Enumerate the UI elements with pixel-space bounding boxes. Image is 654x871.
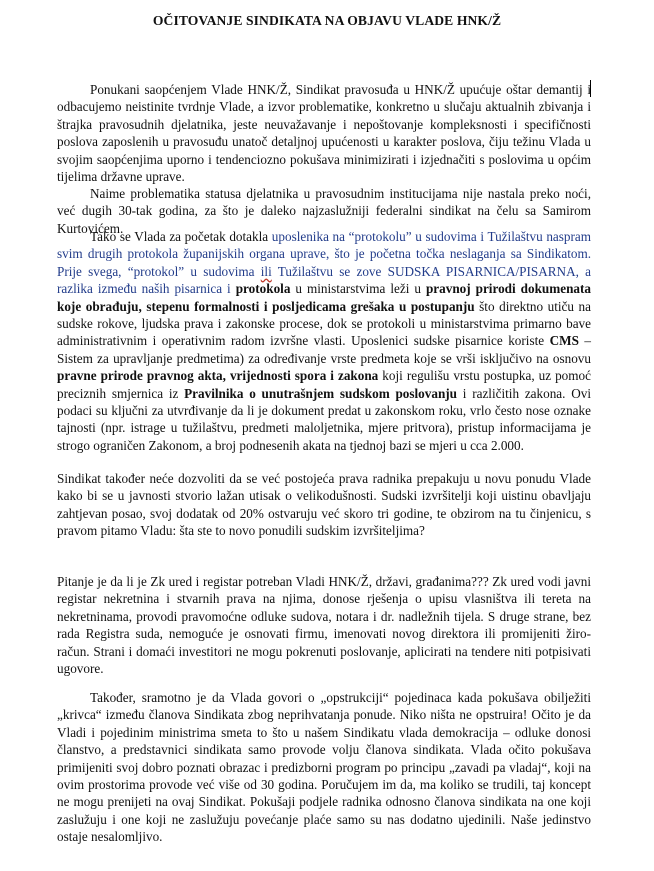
- paragraph-4-container: [57, 470, 591, 540]
- paragraph-3: [57, 228, 591, 454]
- paragraph-3-container: [57, 228, 591, 454]
- p3-s6: u ministarstvima leži u: [290, 281, 426, 297]
- p3-s5: protokola: [235, 281, 291, 297]
- p3-s3: ili: [260, 263, 272, 279]
- p3-s7: pravnoj prirodi dokumenata koje obrađuju, stepenu formalnosti i posljedicama grešaka u postupanju: [57, 281, 591, 314]
- p3-s14: i različitih zakona. Ovi podaci su ključni za utvrđivanje da li je dokument predat u zakonskom roku, vrlo često nose oznake tajnosti (npr. istrage u tužilaštvu, predmeti maloljetnika, mjere pritvora), pristup informacijama je strogo ograničen Zakonom, a broj podnesenih akata na tjednoj bazi se mjeri u cca 2.000.: [57, 385, 591, 453]
- paragraph-6: Također, sramotno je da Vlada govori o „opstrukciji“ pojedinaca kada pokušava obilježiti „krivca“ između članova Sindikata zbog neprihvatanja ponude. Niko ništa ne opstruira! Očito je da Vladi i pojedinim ministrima smeta to što u našem Sindikatu vlada demokracija – odluke donosi članstvo, a predstavnici sindikata samo provode volju članova sindikata. Vlada očito pokušava primijeniti svoj dobro poznati obrazac i predizborni program po principu „zavadi pa vladaj“, koji na ovim prostorima provode već više od 30 godina. Poručujem im da, ma koliko se trudili, taj koncept ne mogu prenijeti na ovaj Sindikat. Pokušaji podjele radnika odnosno članova sindikata na one koji zaslužuju i one koji ne zaslužuju povećanje plaće samo su nas dodatno ujedinili. Naše jedinstvo ostaje nesalomljivo.: [57, 690, 591, 845]
- paragraph-6-container: [57, 689, 591, 846]
- paragraph-5-container: [57, 573, 591, 677]
- paragraph-1: Ponukani saopćenjem Vlade HNK/Ž, Sindikat pravosuđa u HNK/Ž upućuje oštar demantij i odbacujemo neistinite tvrdnje Vlade, a izvor problematike, konkretno u slučaju aktualnih zbivanja i štrajka pravosudnih djelatnika, jeste neuvažavanje i nepoštovanje kompleksnosti i specifičnosti poslova zaposlenih u pravosuđu unatoč detaljnoj upućenosti u karakter poslova, čiju težinu Vlada u svojim saopćenjima uporno i tendenciozno pokušava minimizirati i izjednačiti s poslovima u općim tijelima državne uprave.: [57, 82, 591, 185]
- p3-s1: Tako se Vlada za početak dotakla: [90, 229, 272, 244]
- paragraph-5: Pitanje je da li je Zk ured i registar potreban Vladi HNK/Ž, državi, građanima??? Zk ured vodi javni registar nekretnina i stvarnih prava na njima, donose rješenja o upisu vlasništva ili tereta na nekretninama, provodi pravomoćne odluke sudova, notara i dr. nadležnih tijela. S druge strane, bez rada Registra suda, nemoguće je osnovati firmu, imenovati novog direktora ili promijeniti žiro-račun. Strani i domaći investitori ne mogu pokrenuti poslovanje, aplicirati na tendere niti potpisivati ugovore.: [57, 574, 591, 677]
- p3-s4: Tužilaštvu se zove SUDSKA PISARNICA/PISARNA, a razlika između naših pisarnica i: [57, 263, 592, 297]
- p3-s8: što direktno utiču na sudske rokove, ljudska prava i zakonske procese, dok se protokoli u ministarstvima primarno bave administrativnim i operativnim radom izvršne vlasti. Uposlenici sudske pisarnice koriste: [57, 298, 591, 349]
- paragraph-2: Naime problematika statusa djelatnika u pravosudnim institucijama nije nastala preko noći, već dugih 30-tak godina, za što je daleko najzaslužniji federalni sindikat na čelu sa Samirom Kurtovićem.: [57, 186, 591, 236]
- paragraph-1-container: [57, 81, 591, 185]
- p3-s2: uposlenika na “protokolu” u sudovima i Tužilaštvu naspram svim drugih protokola županijskih organa uprave, što je početna točka neslaganja sa Sindikatom. Prije svega, “protokol” u sudovima: [57, 229, 592, 279]
- document-title: OČITOVANJE SINDIKATA NA OBJAVU VLADE HNK/Ž: [152, 13, 502, 28]
- p3-s9: CMS: [549, 333, 579, 349]
- p3-s10: – Sistem za upravljanje predmetima) za određivanje vrste predmeta koje se vrši isključivo na osnovu: [57, 333, 592, 366]
- p3-s13: Pravilnika o unutrašnjem sudskom poslovanju: [184, 385, 458, 401]
- p3-s12: koji regulišu vrstu postupka, uz pomoć preciznih smjernica iz: [57, 368, 591, 401]
- p3-s11: pravne prirode pravnog akta, vrijednosti spora i zakona: [57, 368, 379, 384]
- paragraph-4: Sindikat također neće dozvoliti da se već postojeća prava radnika prepakuju u novu ponudu Vlade kako bi se u javnosti stvorio lažan utisak o velikodušnosti. Sudski izvršitelji koji uistinu obavljaju zahtjevan posao, svoj dodatak od 20% ostvaruju već skoro tri godine, te obzirom na tu činjenicu, s pravom pitamo Vladu: šta ste to novo ponudili sudskim izvršiteljima?: [57, 471, 591, 539]
